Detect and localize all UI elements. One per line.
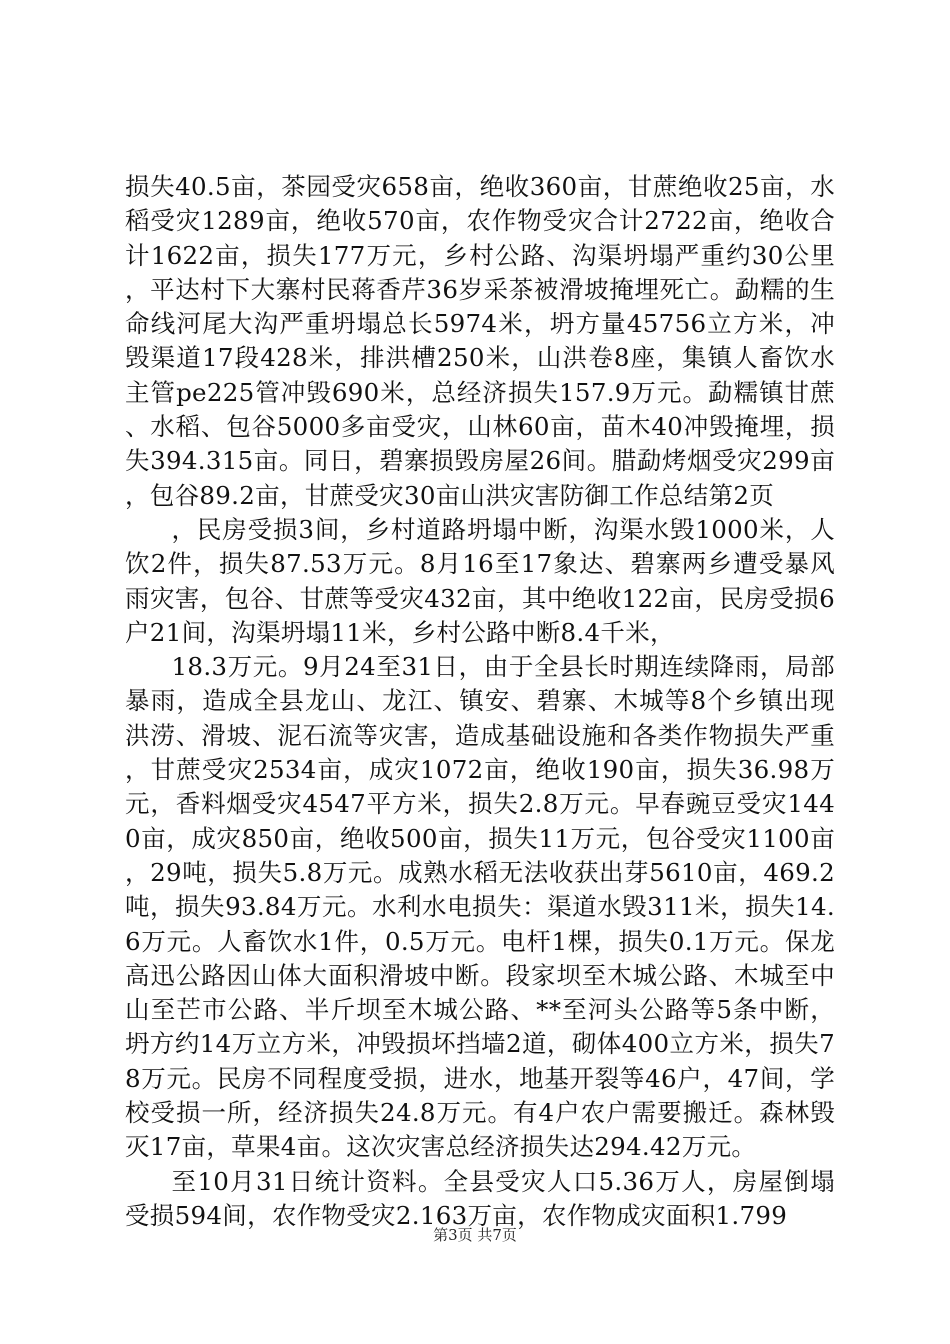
paragraph-3: 18.3万元。9月24至31日，由于全县长时期连续降雨，局部暴雨，造成全县龙山、龙江、镇安、碧寨、木城等8个乡镇出现洪涝、滑坡、泥石流等灾害，造成基础设施和各类作物损失严重，甘蔗受灾2534亩，成灾1072亩，绝收190亩，损失36.98万元，香料烟受灾4547平方米，损失2.8万元。早春豌豆受灾1440亩，成灾850亩，绝收500亩，损失11万元，包谷受灾1100亩，29吨，损失5.8万元。成熟水稻无法收获出芽5610亩，469.2吨，损失93.84万元。水利水电损失：渠道水毁311米，损失14.6万元。人畜饮水1件，0.5万元。电杆1棵，损失0.1万元。保龙高迅公路因山体大面积滑坡中断。段家坝至木城公路、木城至中山至芒市公路、半斤坝至木城公路、**至河头公路等5条中断，坍方约14万立方米，冲毁损坏挡墙2道，砌体400立方米，损失78万元。民房不同程度受损，进水，地基开裂等46户，47间，学校受损一所，经济损失24.8万元。有4户农户需要搬迁。森林毁灭17亩，草果4亩。这次灾害总经济损失达294.42万元。 xyxy=(125,652,835,1162)
document-body xyxy=(125,170,835,1233)
paragraph-4: 至10月31日统计资料。全县受灾人口5.36万人，房屋倒塌受损594间，农作物受灾2.163万亩，农作物成灾面积1.799 xyxy=(125,1166,835,1230)
paragraph-1: 损失40.5亩，茶园受灾658亩，绝收360亩，甘蔗绝收25亩，水稻受灾1289亩，绝收570亩，农作物受灾合计2722亩，绝收合计1622亩，损失177万元，乡村公路、沟渠坍塌严重约30公里，平达村下大寨村民蒋香芹36岁采茶被滑坡掩埋死亡。勐糯的生命线河尾大沟严重坍塌总长5974米，坍方量45756立方米，冲毁渠道17段428米，排洪槽250米，山洪卷8座，集镇人畜饮水主管pe225管冲毁690米，总经济损失157.9万元。勐糯镇甘蔗、水稻、包谷5000多亩受灾，山林60亩，苗木40冲毁掩埋，损失394.315亩。同日，碧寨损毁房屋26间。腊勐烤烟受灾299亩，包谷89.2亩，甘蔗受灾30亩山洪灾害防御工作总结第2页 xyxy=(125,172,835,510)
page-number-footer: 第3页 共7页 xyxy=(433,1226,517,1244)
paragraph-2: ，民房受损3间，乡村道路坍塌中断，沟渠水毁1000米，人饮2件，损失87.53万元。8月16至17象达、碧寨两乡遭受暴风雨灾害，包谷、甘蔗等受灾432亩，其中绝收122亩，民房受损6户21间，沟渠坍塌11米，乡村公路中断8.4千米， xyxy=(125,514,835,647)
